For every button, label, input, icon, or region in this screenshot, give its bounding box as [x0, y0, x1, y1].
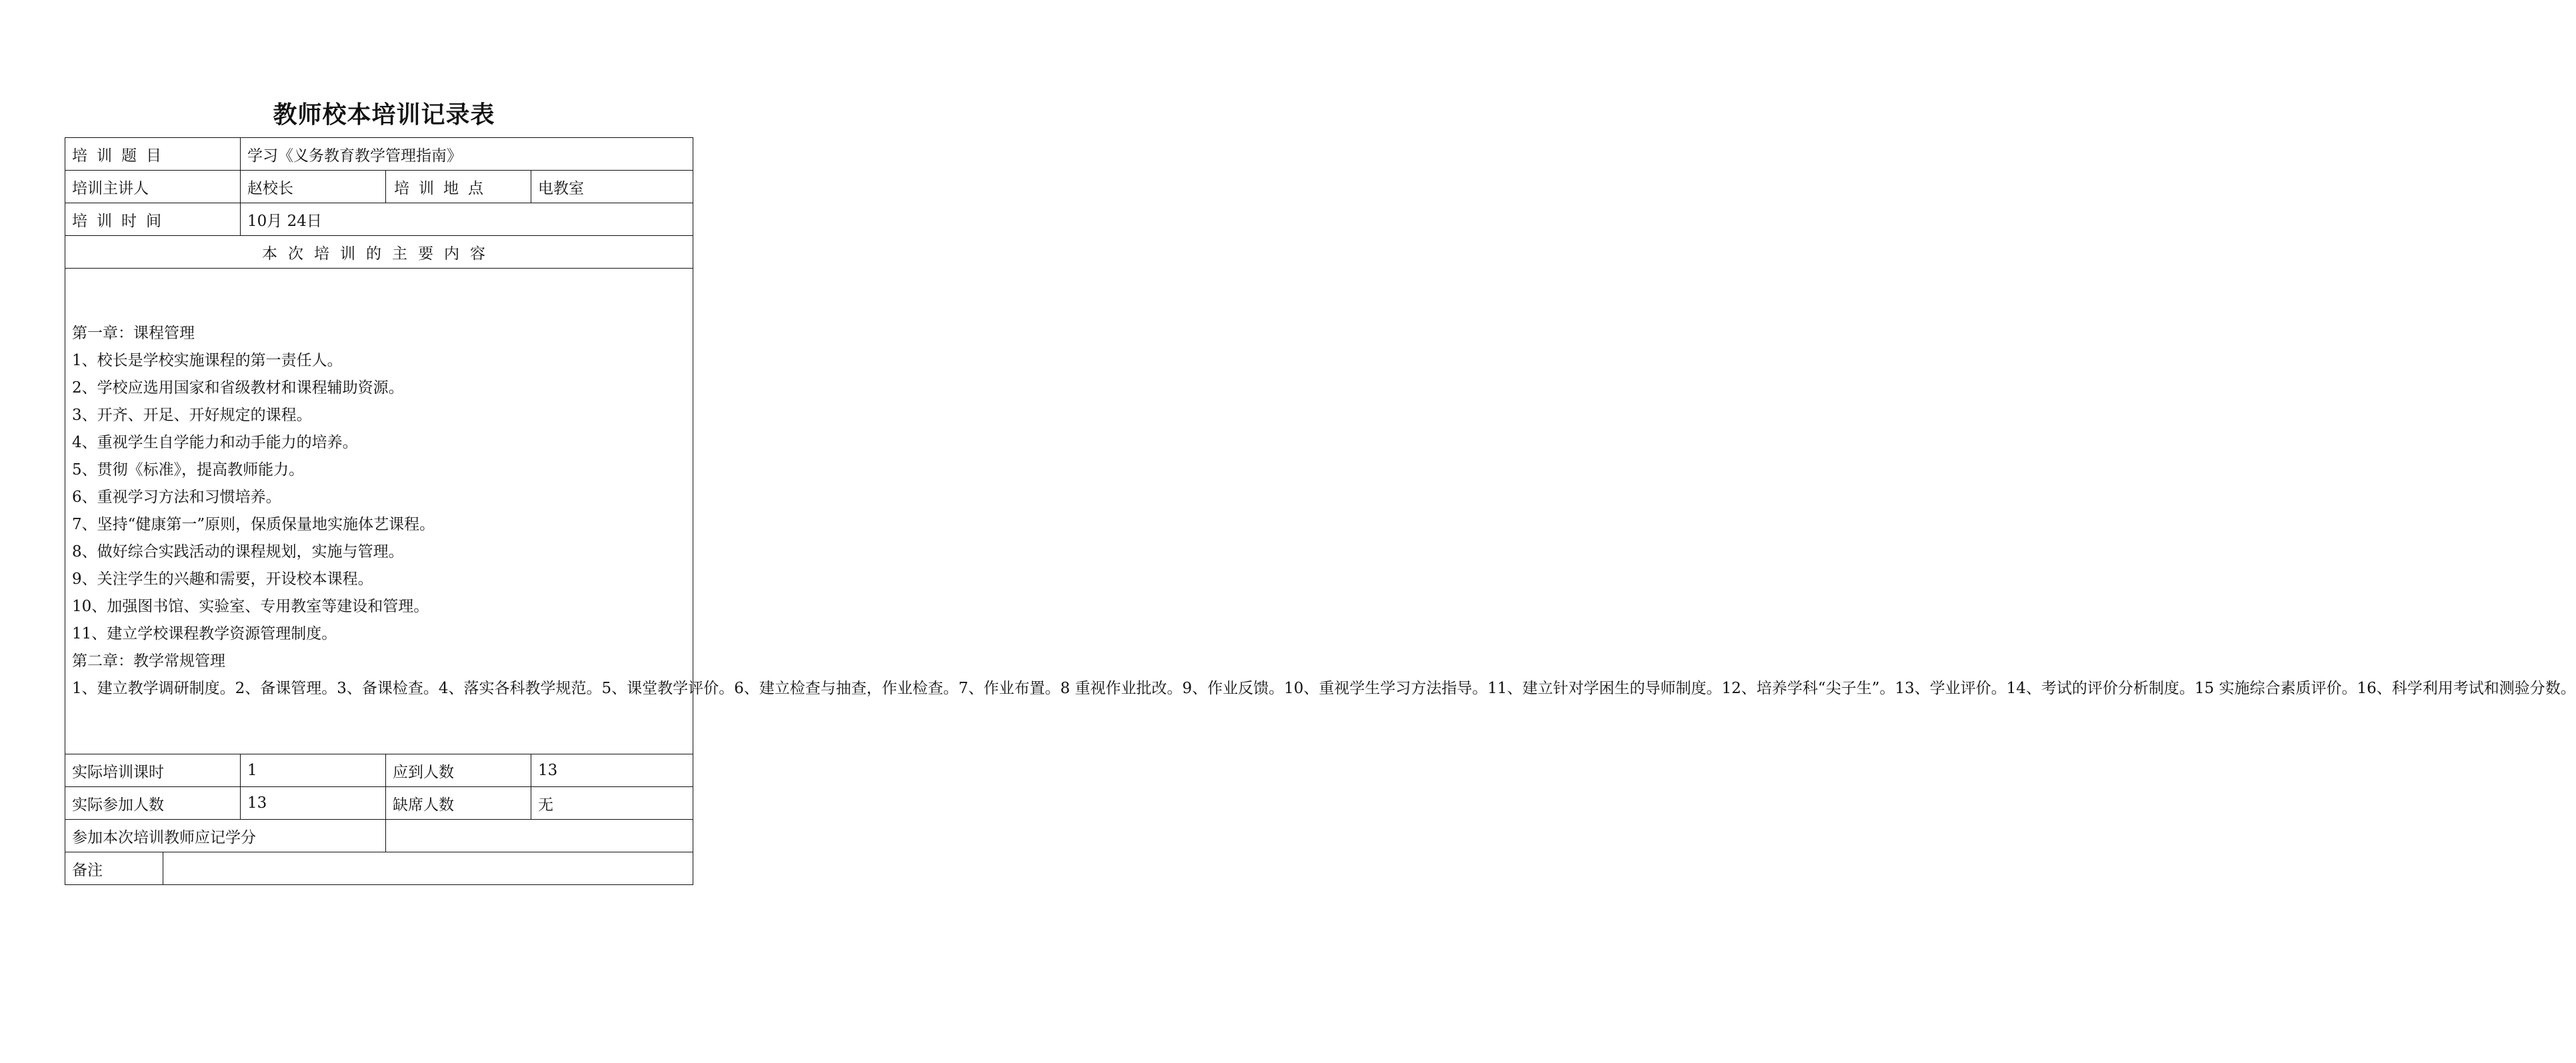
training-record-table: [65, 137, 2576, 885]
chapter1-item: 3、开齐、开足、开好规定的课程。: [72, 407, 312, 424]
chapter1-item: 7、坚持“健康第一”原则，保质保量地实施体艺课程。: [72, 516, 435, 533]
content-header-row: [65, 236, 693, 269]
chapter1-item: 5、贯彻《标准》，提高教师能力。: [72, 461, 305, 479]
chapter1-item: 11、建立学校课程教学资源管理制度。: [72, 625, 337, 642]
location-label: 培训地点: [386, 171, 531, 203]
attended-row: [65, 787, 693, 820]
remarks-label: 备注: [65, 852, 163, 885]
content-header: 本次培训的主要内容: [65, 236, 693, 269]
hours-label: 实际培训课时: [65, 754, 241, 787]
attended-value: 13: [241, 787, 386, 820]
chapter1-item: 6、重视学习方法和习惯培养。: [72, 489, 281, 506]
absent-label: 缺席人数: [386, 787, 531, 820]
time-row: [65, 203, 693, 236]
credits-value: [386, 820, 693, 852]
time-label: 培训时间: [65, 203, 241, 236]
expected-value: 13: [531, 754, 693, 787]
absent-value: 无: [531, 787, 693, 820]
hours-row: [65, 754, 693, 787]
chapter1-item: 1、校长是学校实施课程的第一责任人。: [72, 352, 343, 369]
chapter2-body: 1、建立教学调研制度。2、备课管理。3、备课检查。4、落实各科教学规范。5、课堂教学评价。6、建立检查与抽查，作业检查。7、作业布置。8 重视作业批改。9、作业反馈。10、重视学生学习方法指导。11、建立针对学困生的导师制度。12、培养学科“尖子生”。13、学业评价。14、考试的评价分析制度。15 实施综合素质评价。16、科学利用考试和测验分数。: [72, 680, 2576, 697]
topic-label: 培训题目: [65, 138, 241, 171]
content-row: [65, 269, 693, 754]
speaker-value: 赵校长: [241, 171, 386, 203]
credits-label: 参加本次培训教师应记学分: [65, 820, 386, 852]
speaker-label: 培训主讲人: [65, 171, 241, 203]
chapter1-item: 4、重视学生自学能力和动手能力的培养。: [72, 434, 358, 451]
hours-value: 1: [241, 754, 386, 787]
credits-row: [65, 820, 693, 852]
training-content: [65, 269, 2576, 754]
expected-label: 应到人数: [386, 754, 531, 787]
attended-label: 实际参加人数: [65, 787, 241, 820]
topic-value: 学习《义务教育教学管理指南》: [241, 138, 693, 171]
remarks-value: [163, 852, 693, 885]
chapter1-title: 第一章：课程管理: [72, 325, 195, 342]
chapter2-title: 第二章：教学常规管理: [72, 652, 225, 670]
time-value: 10月 24日: [241, 203, 693, 236]
chapter1-item: 2、学校应选用国家和省级教材和课程辅助资源。: [72, 379, 404, 397]
chapter1-item: 10、加强图书馆、实验室、专用教室等建设和管理。: [72, 598, 429, 615]
topic-row: [65, 138, 693, 171]
remarks-row: [65, 852, 693, 885]
chapter1-item: 8、做好综合实践活动的课程规划，实施与管理。: [72, 543, 404, 560]
page-title: 教师校本培训记录表: [273, 101, 495, 129]
speaker-row: [65, 171, 693, 203]
location-value: 电教室: [531, 171, 693, 203]
chapter1-item: 9、关注学生的兴趣和需要，开设校本课程。: [72, 570, 373, 588]
